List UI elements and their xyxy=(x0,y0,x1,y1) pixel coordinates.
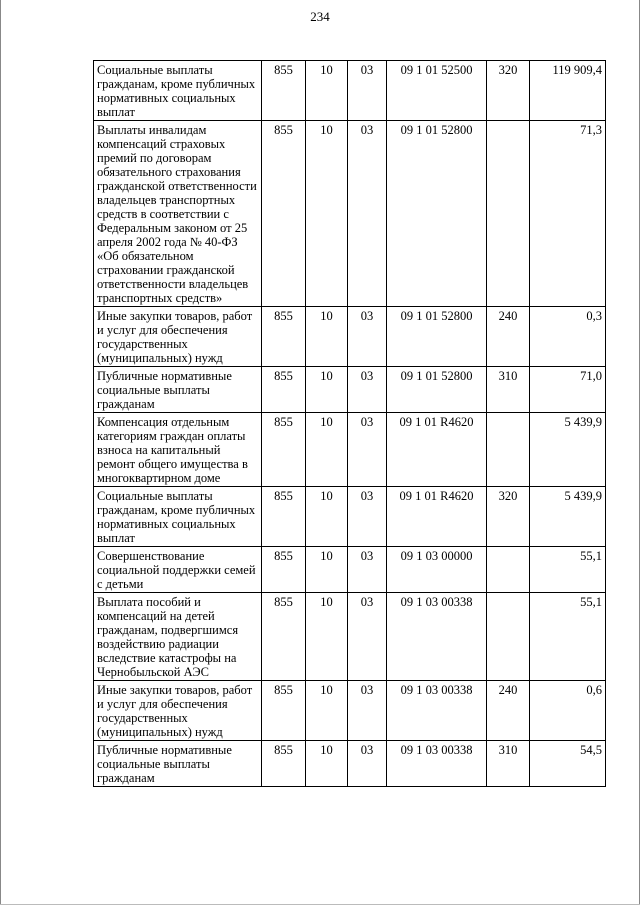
section-code: 10 xyxy=(306,487,348,547)
target-article-code: 09 1 03 00338 xyxy=(387,681,487,741)
expense-type-code xyxy=(487,121,530,307)
amount: 55,1 xyxy=(530,547,606,593)
section-code: 10 xyxy=(306,681,348,741)
row-name: Публичные нормативные социальные выплаты гражданам xyxy=(94,741,262,787)
amount: 5 439,9 xyxy=(530,487,606,547)
ministry-code: 855 xyxy=(262,413,306,487)
target-article-code: 09 1 01 52500 xyxy=(387,61,487,121)
row-name: Выплата пособий и компенсаций на детей гражданам, подвергшимся воздействию радиации вследствие катастрофы на Чернобыльской АЭС xyxy=(94,593,262,681)
expense-type-code: 240 xyxy=(487,307,530,367)
subsection-code: 03 xyxy=(348,487,387,547)
row-name: Совершенствование социальной поддержки семей с детьми xyxy=(94,547,262,593)
row-name: Иные закупки товаров, работ и услуг для обеспечения государственных (муниципальных) нужд xyxy=(94,681,262,741)
table-row xyxy=(94,487,606,547)
scan-edge-left xyxy=(0,0,1,905)
target-article-code: 09 1 03 00338 xyxy=(387,741,487,787)
amount: 71,3 xyxy=(530,121,606,307)
subsection-code: 03 xyxy=(348,367,387,413)
row-name: Публичные нормативные социальные выплаты гражданам xyxy=(94,367,262,413)
amount: 54,5 xyxy=(530,741,606,787)
subsection-code: 03 xyxy=(348,547,387,593)
expense-type-code: 320 xyxy=(487,61,530,121)
target-article-code: 09 1 03 00338 xyxy=(387,593,487,681)
ministry-code: 855 xyxy=(262,593,306,681)
section-code: 10 xyxy=(306,367,348,413)
target-article-code: 09 1 01 R4620 xyxy=(387,413,487,487)
expense-type-code xyxy=(487,413,530,487)
table-row xyxy=(94,413,606,487)
budget-table xyxy=(93,60,606,787)
expense-type-code xyxy=(487,547,530,593)
subsection-code: 03 xyxy=(348,413,387,487)
ministry-code: 855 xyxy=(262,547,306,593)
ministry-code: 855 xyxy=(262,367,306,413)
table-row xyxy=(94,121,606,307)
section-code: 10 xyxy=(306,547,348,593)
amount: 0,3 xyxy=(530,307,606,367)
target-article-code: 09 1 01 R4620 xyxy=(387,487,487,547)
ministry-code: 855 xyxy=(262,741,306,787)
target-article-code: 09 1 01 52800 xyxy=(387,307,487,367)
subsection-code: 03 xyxy=(348,741,387,787)
page-number: 234 xyxy=(310,9,330,24)
table-row xyxy=(94,61,606,121)
ministry-code: 855 xyxy=(262,487,306,547)
row-name: Социальные выплаты гражданам, кроме публичных нормативных социальных выплат xyxy=(94,487,262,547)
section-code: 10 xyxy=(306,593,348,681)
row-name: Иные закупки товаров, работ и услуг для обеспечения государственных (муниципальных) нужд xyxy=(94,307,262,367)
ministry-code: 855 xyxy=(262,61,306,121)
amount: 5 439,9 xyxy=(530,413,606,487)
target-article-code: 09 1 01 52800 xyxy=(387,367,487,413)
subsection-code: 03 xyxy=(348,593,387,681)
subsection-code: 03 xyxy=(348,307,387,367)
ministry-code: 855 xyxy=(262,307,306,367)
section-code: 10 xyxy=(306,61,348,121)
section-code: 10 xyxy=(306,413,348,487)
expense-type-code xyxy=(487,593,530,681)
amount: 71,0 xyxy=(530,367,606,413)
expense-type-code: 320 xyxy=(487,487,530,547)
table-row xyxy=(94,307,606,367)
target-article-code: 09 1 03 00000 xyxy=(387,547,487,593)
amount: 55,1 xyxy=(530,593,606,681)
amount: 0,6 xyxy=(530,681,606,741)
table-row xyxy=(94,593,606,681)
row-name: Компенсация отдельным категориям граждан оплаты взноса на капитальный ремонт общего имущества в многоквартирном доме xyxy=(94,413,262,487)
subsection-code: 03 xyxy=(348,681,387,741)
section-code: 10 xyxy=(306,307,348,367)
row-name: Социальные выплаты гражданам, кроме публичных нормативных социальных выплат xyxy=(94,61,262,121)
table-row xyxy=(94,547,606,593)
amount: 119 909,4 xyxy=(530,61,606,121)
expense-type-code: 310 xyxy=(487,367,530,413)
subsection-code: 03 xyxy=(348,121,387,307)
table-row xyxy=(94,367,606,413)
ministry-code: 855 xyxy=(262,121,306,307)
ministry-code: 855 xyxy=(262,681,306,741)
section-code: 10 xyxy=(306,121,348,307)
table-row xyxy=(94,741,606,787)
section-code: 10 xyxy=(306,741,348,787)
subsection-code: 03 xyxy=(348,61,387,121)
target-article-code: 09 1 01 52800 xyxy=(387,121,487,307)
expense-type-code: 310 xyxy=(487,741,530,787)
expense-type-code: 240 xyxy=(487,681,530,741)
row-name: Выплаты инвалидам компенсаций страховых премий по договорам обязательного страхования гражданской ответственности владельцев транспортных средств в соответствии с Федеральным законом от 25 апреля 2002 года № 40-ФЗ «Об обязательном страховании гражданской ответственности владельцев транспортных средств» xyxy=(94,121,262,307)
table-row xyxy=(94,681,606,741)
